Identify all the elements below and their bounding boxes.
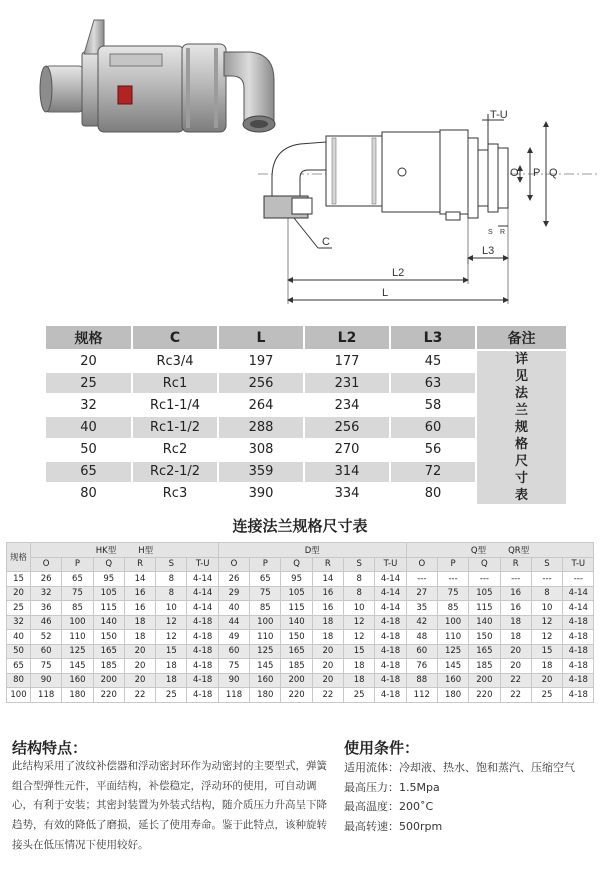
spec-cell: 32: [46, 394, 132, 416]
spec-table: [46, 326, 568, 506]
flange-cell: 80: [7, 673, 31, 688]
spec-cell: 25: [46, 372, 132, 394]
flange-cell: 160: [437, 673, 468, 688]
flange-cell: 16: [500, 601, 531, 616]
flange-cell: 20: [500, 659, 531, 674]
label-s: S: [488, 229, 493, 236]
usage-max-temperature: 最高温度：200˚C: [344, 800, 434, 814]
flange-cell: 75: [31, 659, 62, 674]
flange-group-d: D型: [218, 543, 406, 558]
flange-subheader-row: [7, 557, 594, 572]
flange-cell: 16: [124, 586, 155, 601]
flange-cell: 185: [281, 659, 312, 674]
flange-cell: 4-18: [375, 659, 406, 674]
photo-flange: [82, 52, 100, 126]
flange-cell: 4-14: [187, 572, 218, 587]
flange-group-hk: HK型: [95, 545, 117, 556]
spec-cell: 390: [218, 483, 304, 505]
flange-cell: 35: [406, 601, 437, 616]
flange-cell: 105: [469, 586, 500, 601]
flange-cell: 12: [156, 630, 187, 645]
flange-cell: 22: [500, 673, 531, 688]
flange-cell: 16: [124, 601, 155, 616]
flange-cell: 4-18: [563, 688, 594, 703]
spec-cell: 65: [46, 461, 132, 483]
spec-cell: 80: [46, 483, 132, 505]
label-p: P: [533, 167, 541, 179]
flange-subheader: O: [406, 557, 437, 572]
flange-cell: 8: [156, 572, 187, 587]
flange-cell: 12: [531, 615, 562, 630]
label-t-u: T-U: [490, 109, 508, 121]
flange-row: [7, 644, 594, 659]
flange-cell: 44: [218, 615, 249, 630]
flange-cell: 22: [500, 688, 531, 703]
flange-cell: 185: [93, 659, 124, 674]
flange-group-qr: QR型: [508, 545, 530, 556]
flange-cell: 8: [531, 586, 562, 601]
flange-cell: 48: [406, 630, 437, 645]
flange-subheader: S: [531, 557, 562, 572]
flange-cell: 145: [250, 659, 281, 674]
spec-cell: 45: [390, 350, 476, 372]
flange-cell: 60: [31, 644, 62, 659]
flange-cell: 160: [62, 673, 93, 688]
flange-cell: 90: [218, 673, 249, 688]
flange-cell: 145: [62, 659, 93, 674]
flange-subheader: T-U: [187, 557, 218, 572]
flange-row: [7, 572, 594, 587]
flange-cell: 14: [124, 572, 155, 587]
flange-group-h: H型: [138, 545, 154, 556]
flange-cell: 105: [93, 586, 124, 601]
flange-cell: 4-18: [563, 615, 594, 630]
spec-row: [46, 350, 567, 372]
label-l3: L3: [482, 245, 495, 257]
flange-cell: 18: [156, 659, 187, 674]
flange-cell: 220: [281, 688, 312, 703]
label-o: O: [510, 167, 519, 179]
flange-cell: 100: [437, 615, 468, 630]
flange-cell: 200: [469, 673, 500, 688]
flange-cell: 180: [437, 688, 468, 703]
flange-cell: 150: [93, 630, 124, 645]
flange-cell: 115: [469, 601, 500, 616]
flange-cell: 115: [281, 601, 312, 616]
flange-subheader: Q: [469, 557, 500, 572]
flange-row: [7, 688, 594, 703]
flange-cell: 29: [218, 586, 249, 601]
product-photo: [38, 14, 278, 154]
flange-cell: 4-18: [563, 673, 594, 688]
flange-cell: 110: [437, 630, 468, 645]
flange-cell: 100: [250, 615, 281, 630]
flange-cell: 85: [250, 601, 281, 616]
spec-note-text: 详见法兰规格尺寸表: [514, 352, 528, 503]
flange-cell: 12: [531, 630, 562, 645]
flange-cell: 75: [250, 586, 281, 601]
flange-cell: 125: [437, 644, 468, 659]
flange-cell: 12: [344, 615, 375, 630]
spec-cell: 314: [304, 461, 390, 483]
flange-cell: 40: [7, 630, 31, 645]
usage-fluid: 适用流体：冷却液、热水、饱和蒸汽、压缩空气: [344, 761, 575, 774]
spec-cell: 60: [390, 416, 476, 438]
flange-cell: 118: [31, 688, 62, 703]
flange-cell: 18: [500, 630, 531, 645]
spec-cell: 58: [390, 394, 476, 416]
spec-cell: 256: [218, 372, 304, 394]
flange-cell: 95: [93, 572, 124, 587]
flange-subheader: S: [344, 557, 375, 572]
spec-cell: 72: [390, 461, 476, 483]
flange-group-q: Q型: [470, 545, 487, 556]
flange-cell: ---: [469, 572, 500, 587]
flange-cell: 40: [218, 601, 249, 616]
flange-row: [7, 586, 594, 601]
flange-cell: 100: [62, 615, 93, 630]
flange-cell: 200: [281, 673, 312, 688]
flange-cell: 4-18: [375, 673, 406, 688]
flange-table: [6, 542, 594, 703]
flange-cell: 20: [312, 673, 343, 688]
label-l: L: [382, 287, 389, 299]
spec-cell: 80: [390, 483, 476, 505]
flange-cell: 4-14: [187, 601, 218, 616]
flange-cell: 180: [250, 688, 281, 703]
flange-cell: 65: [7, 659, 31, 674]
flange-group-q-qr: [406, 543, 594, 558]
flange-cell: 32: [31, 586, 62, 601]
flange-cell: 112: [406, 688, 437, 703]
flange-cell: 65: [62, 572, 93, 587]
flange-cell: 49: [218, 630, 249, 645]
flange-cell: 20: [531, 673, 562, 688]
flange-cell: 4-14: [563, 601, 594, 616]
spec-cell: 50: [46, 439, 132, 461]
flange-cell: 25: [531, 688, 562, 703]
spec-header-row: [46, 326, 567, 350]
flange-cell: 20: [7, 586, 31, 601]
flange-cell: 50: [7, 644, 31, 659]
flange-cell: 18: [344, 673, 375, 688]
features-title: 结构特点：: [12, 739, 88, 757]
flange-cell: 4-18: [563, 644, 594, 659]
flange-cell: 10: [156, 601, 187, 616]
spec-cell: 270: [304, 439, 390, 461]
flange-cell: 185: [469, 659, 500, 674]
flange-cell: 165: [281, 644, 312, 659]
spec-header-c: C: [132, 326, 218, 350]
spec-cell: Rc3: [132, 483, 218, 505]
flange-subheader: R: [124, 557, 155, 572]
flange-cell: 46: [31, 615, 62, 630]
label-q: Q: [549, 167, 558, 179]
flange-group-row: [7, 543, 594, 558]
flange-cell: 18: [156, 673, 187, 688]
flange-cell: 95: [281, 572, 312, 587]
flange-table-title: 连接法兰规格尺寸表: [232, 517, 368, 535]
flange-cell: 16: [312, 601, 343, 616]
flange-row: [7, 630, 594, 645]
flange-cell: 26: [218, 572, 249, 587]
spec-cell: Rc1-1/4: [132, 394, 218, 416]
spec-cell: 359: [218, 461, 304, 483]
flange-cell: 4-18: [187, 659, 218, 674]
flange-cell: 18: [312, 630, 343, 645]
label-c: C: [322, 236, 330, 248]
flange-cell: 140: [469, 615, 500, 630]
flange-cell: 118: [218, 688, 249, 703]
spec-cell: 334: [304, 483, 390, 505]
flange-cell: 18: [531, 659, 562, 674]
flange-cell: 8: [344, 586, 375, 601]
flange-cell: 20: [312, 644, 343, 659]
flange-cell: 115: [93, 601, 124, 616]
flange-cell: 220: [93, 688, 124, 703]
flange-cell: ---: [406, 572, 437, 587]
flange-subheader: R: [500, 557, 531, 572]
spec-cell: 288: [218, 416, 304, 438]
flange-cell: 4-14: [375, 572, 406, 587]
flange-cell: 12: [156, 615, 187, 630]
flange-cell: 4-18: [563, 659, 594, 674]
flange-cell: 75: [437, 586, 468, 601]
flange-cell: 14: [312, 572, 343, 587]
flange-cell: 90: [31, 673, 62, 688]
flange-subheader: Q: [281, 557, 312, 572]
flange-cell: 85: [437, 601, 468, 616]
flange-cell: 200: [93, 673, 124, 688]
flange-cell: 16: [312, 586, 343, 601]
flange-cell: 4-18: [375, 644, 406, 659]
flange-cell: 165: [469, 644, 500, 659]
flange-cell: 32: [7, 615, 31, 630]
flange-cell: 140: [281, 615, 312, 630]
flange-group-hk-h: [31, 543, 219, 558]
flange-cell: 20: [124, 659, 155, 674]
flange-cell: 4-18: [187, 615, 218, 630]
flange-cell: ---: [500, 572, 531, 587]
flange-cell: 165: [93, 644, 124, 659]
flange-subheader: O: [31, 557, 62, 572]
spec-header-l3: L3: [390, 326, 476, 350]
flange-row: [7, 615, 594, 630]
flange-cell: 15: [156, 644, 187, 659]
flange-cell: 4-18: [187, 644, 218, 659]
flange-cell: 4-18: [187, 673, 218, 688]
usage-max-speed: 最高转速：500rpm: [344, 819, 443, 833]
flange-cell: 20: [312, 659, 343, 674]
flange-subheader: P: [62, 557, 93, 572]
spec-header-l: L: [218, 326, 304, 350]
spec-cell: Rc1-1/2: [132, 416, 218, 438]
flange-cell: 4-18: [375, 688, 406, 703]
flange-subheader: R: [312, 557, 343, 572]
flange-cell: 180: [62, 688, 93, 703]
spec-cell: 256: [304, 416, 390, 438]
flange-cell: 15: [531, 644, 562, 659]
flange-cell: 36: [31, 601, 62, 616]
drawing-flange: [468, 138, 478, 218]
spec-cell: 308: [218, 439, 304, 461]
flange-cell: 4-18: [187, 630, 218, 645]
flange-cell: 65: [250, 572, 281, 587]
flange-cell: 4-18: [375, 630, 406, 645]
spec-cell: Rc3/4: [132, 350, 218, 372]
flange-cell: 125: [62, 644, 93, 659]
flange-cell: 4-14: [563, 586, 594, 601]
flange-subheader: P: [437, 557, 468, 572]
flange-cell: 110: [250, 630, 281, 645]
flange-cell: ---: [437, 572, 468, 587]
flange-cell: 76: [406, 659, 437, 674]
flange-cell: 15: [7, 572, 31, 587]
flange-subheader: Q: [93, 557, 124, 572]
label-r: R: [500, 229, 506, 236]
spec-cell: 231: [304, 372, 390, 394]
flange-cell: 10: [344, 601, 375, 616]
spec-header-l2: L2: [304, 326, 390, 350]
dimension-drawing: [252, 108, 600, 313]
flange-subheader: T-U: [375, 557, 406, 572]
flange-cell: 75: [62, 586, 93, 601]
flange-cell: 145: [437, 659, 468, 674]
flange-cell: 25: [7, 601, 31, 616]
flange-cell: 20: [124, 673, 155, 688]
flange-cell: 25: [344, 688, 375, 703]
label-l2: L2: [392, 267, 405, 279]
usage-max-pressure: 最高压力：1.5Mpa: [344, 780, 440, 794]
flange-cell: 27: [406, 586, 437, 601]
flange-cell: 4-18: [563, 630, 594, 645]
flange-cell: 105: [281, 586, 312, 601]
spec-cell: 56: [390, 439, 476, 461]
flange-cell: 88: [406, 673, 437, 688]
flange-cell: 110: [62, 630, 93, 645]
usage-title: 使用条件：: [344, 739, 420, 757]
flange-row: [7, 659, 594, 674]
flange-header-size: 规格: [7, 543, 31, 572]
spec-cell: 20: [46, 350, 132, 372]
flange-cell: 42: [406, 615, 437, 630]
flange-cell: 18: [344, 659, 375, 674]
usage-list: [344, 758, 600, 836]
flange-cell: 150: [469, 630, 500, 645]
photo-label: [118, 86, 132, 104]
spec-cell: Rc2: [132, 439, 218, 461]
flange-cell: 125: [250, 644, 281, 659]
flange-cell: 140: [93, 615, 124, 630]
flange-cell: 8: [344, 572, 375, 587]
flange-cell: ---: [563, 572, 594, 587]
flange-cell: 220: [469, 688, 500, 703]
flange-cell: 60: [406, 644, 437, 659]
flange-cell: 4-14: [375, 586, 406, 601]
flange-cell: 10: [531, 601, 562, 616]
spec-cell: 234: [304, 394, 390, 416]
flange-cell: 15: [344, 644, 375, 659]
spec-cell: 63: [390, 372, 476, 394]
spec-cell: 40: [46, 416, 132, 438]
spec-cell: Rc1: [132, 372, 218, 394]
flange-subheader: O: [218, 557, 249, 572]
spec-header-size: 规格: [46, 326, 132, 350]
flange-cell: 22: [124, 688, 155, 703]
flange-cell: 8: [156, 586, 187, 601]
flange-cell: 16: [500, 586, 531, 601]
flange-cell: 60: [218, 644, 249, 659]
spec-note: [476, 350, 567, 505]
flange-subheader: T-U: [563, 557, 594, 572]
flange-cell: 4-14: [187, 586, 218, 601]
spec-cell: 264: [218, 394, 304, 416]
flange-cell: 100: [7, 688, 31, 703]
flange-cell: 75: [218, 659, 249, 674]
flange-subheader: P: [250, 557, 281, 572]
flange-cell: 18: [124, 615, 155, 630]
flange-cell: 18: [500, 615, 531, 630]
flange-cell: 26: [31, 572, 62, 587]
spec-cell: Rc2-1/2: [132, 461, 218, 483]
flange-cell: 20: [124, 644, 155, 659]
flange-cell: ---: [531, 572, 562, 587]
flange-cell: 4-14: [375, 601, 406, 616]
spec-cell: 177: [304, 350, 390, 372]
flange-cell: 150: [281, 630, 312, 645]
flange-row: [7, 673, 594, 688]
flange-cell: 20: [500, 644, 531, 659]
flange-cell: 4-18: [375, 615, 406, 630]
flange-cell: 22: [312, 688, 343, 703]
flange-cell: 160: [250, 673, 281, 688]
flange-cell: 18: [124, 630, 155, 645]
flange-cell: 85: [62, 601, 93, 616]
features-text: 此结构采用了波纹补偿器和浮动密封环作为动密封的主要型式，弹簧组合型弹性元件，平面结构，补偿稳定，浮动环的使用，可自动调心，有利于安装；其密封装置为外装式结构，随介质压力升高呈下降趋势，有效的降低了磨损，延长了使用寿命。鉴于此特点，该种旋转接头在低压情况下使用较好。: [12, 760, 327, 851]
flange-cell: 12: [344, 630, 375, 645]
drawing-elbow: [272, 142, 326, 196]
spec-cell: 197: [218, 350, 304, 372]
flange-cell: 18: [312, 615, 343, 630]
flange-row: [7, 601, 594, 616]
flange-subheader: S: [156, 557, 187, 572]
flange-cell: 25: [156, 688, 187, 703]
spec-header-note: 备注: [476, 326, 567, 350]
flange-cell: 4-18: [187, 688, 218, 703]
flange-cell: 52: [31, 630, 62, 645]
